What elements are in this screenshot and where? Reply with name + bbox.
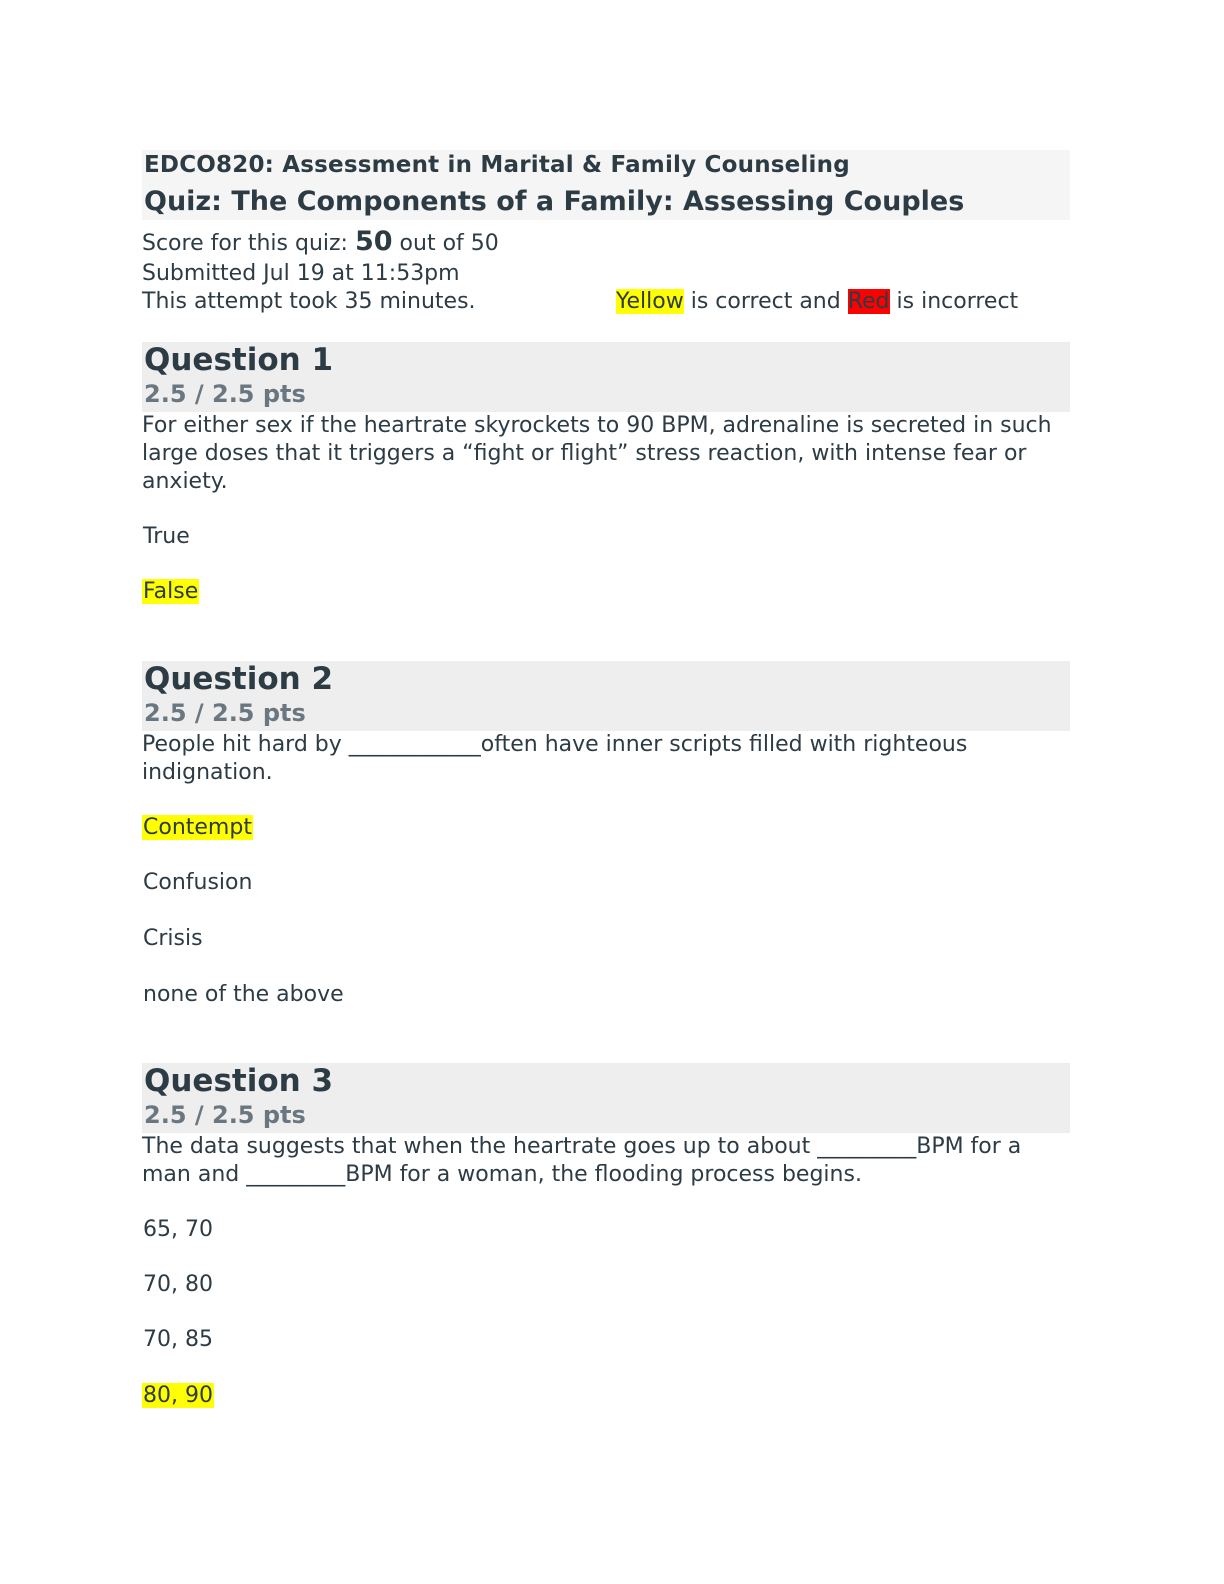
answer-option[interactable] bbox=[142, 1382, 1070, 1410]
answer-option[interactable] bbox=[142, 869, 1070, 925]
question-3 bbox=[142, 1063, 1070, 1410]
score-prefix: Score for this quiz: bbox=[142, 231, 355, 256]
question-text: The data suggests that when the heartrate goes up to about _________BPM for a man and _________BPM for a woman, the flooding process begins. bbox=[142, 1134, 1022, 1187]
score-suffix: out of 50 bbox=[392, 231, 499, 256]
question-1 bbox=[142, 342, 1070, 606]
duration-line: This attempt took 35 minutes. bbox=[142, 289, 476, 314]
answer-label-correct: False bbox=[143, 579, 199, 604]
question-title: Question 1 bbox=[144, 342, 334, 378]
answer-label-correct: Contempt bbox=[143, 815, 252, 840]
answer-label: True bbox=[143, 524, 190, 549]
answer-option[interactable] bbox=[142, 1216, 1070, 1271]
legend-red: Red bbox=[847, 289, 890, 314]
question-header bbox=[142, 1063, 1070, 1133]
answer-option[interactable] bbox=[142, 578, 1070, 606]
quiz-header bbox=[142, 150, 1070, 220]
answer-option[interactable] bbox=[142, 523, 1070, 578]
question-header bbox=[142, 661, 1070, 731]
legend-incorrect-text: is incorrect bbox=[889, 289, 1019, 314]
question-title: Question 2 bbox=[144, 661, 334, 697]
legend-correct-text: is correct and bbox=[683, 289, 848, 314]
answer-label: none of the above bbox=[143, 982, 344, 1007]
answer-label: 70, 80 bbox=[143, 1272, 213, 1297]
answer-label-correct: 80, 90 bbox=[143, 1383, 213, 1408]
quiz-title: Quiz: The Components of a Family: Assessing Couples bbox=[144, 186, 965, 217]
question-2 bbox=[142, 661, 1070, 1009]
answer-option[interactable] bbox=[142, 1326, 1070, 1382]
question-header bbox=[142, 342, 1070, 412]
question-points: 2.5 / 2.5 pts bbox=[144, 699, 306, 727]
course-title: EDCO820: Assessment in Marital & Family Counseling bbox=[144, 152, 850, 178]
answer-option[interactable] bbox=[142, 814, 1070, 869]
answer-list bbox=[142, 814, 1070, 1009]
answer-label: 70, 85 bbox=[143, 1327, 213, 1352]
answer-option[interactable] bbox=[142, 925, 1070, 981]
legend-yellow: Yellow bbox=[616, 289, 684, 314]
quiz-page bbox=[142, 150, 1070, 220]
question-text: For either sex if the heartrate skyrockets to 90 BPM, adrenaline is secreted in such large doses that it triggers a “fight or flight” stress reaction, with intense fear or anxiety. bbox=[142, 413, 1052, 494]
answer-option[interactable] bbox=[142, 1271, 1070, 1326]
question-points: 2.5 / 2.5 pts bbox=[144, 380, 306, 408]
answer-label: 65, 70 bbox=[143, 1217, 213, 1242]
question-title: Question 3 bbox=[144, 1063, 334, 1099]
answer-label: Confusion bbox=[143, 870, 253, 895]
score-value: 50 bbox=[354, 226, 393, 257]
score-line bbox=[142, 226, 499, 260]
question-text: People hit hard by ____________often have inner scripts filled with righteous indignation. bbox=[142, 732, 968, 785]
answer-option[interactable] bbox=[142, 981, 1070, 1009]
color-legend bbox=[616, 288, 1018, 316]
answer-list bbox=[142, 1216, 1070, 1410]
question-points: 2.5 / 2.5 pts bbox=[144, 1101, 306, 1129]
answer-list bbox=[142, 523, 1070, 606]
submitted-line: Submitted Jul 19 at 11:53pm bbox=[142, 261, 460, 286]
answer-label: Crisis bbox=[143, 926, 203, 951]
